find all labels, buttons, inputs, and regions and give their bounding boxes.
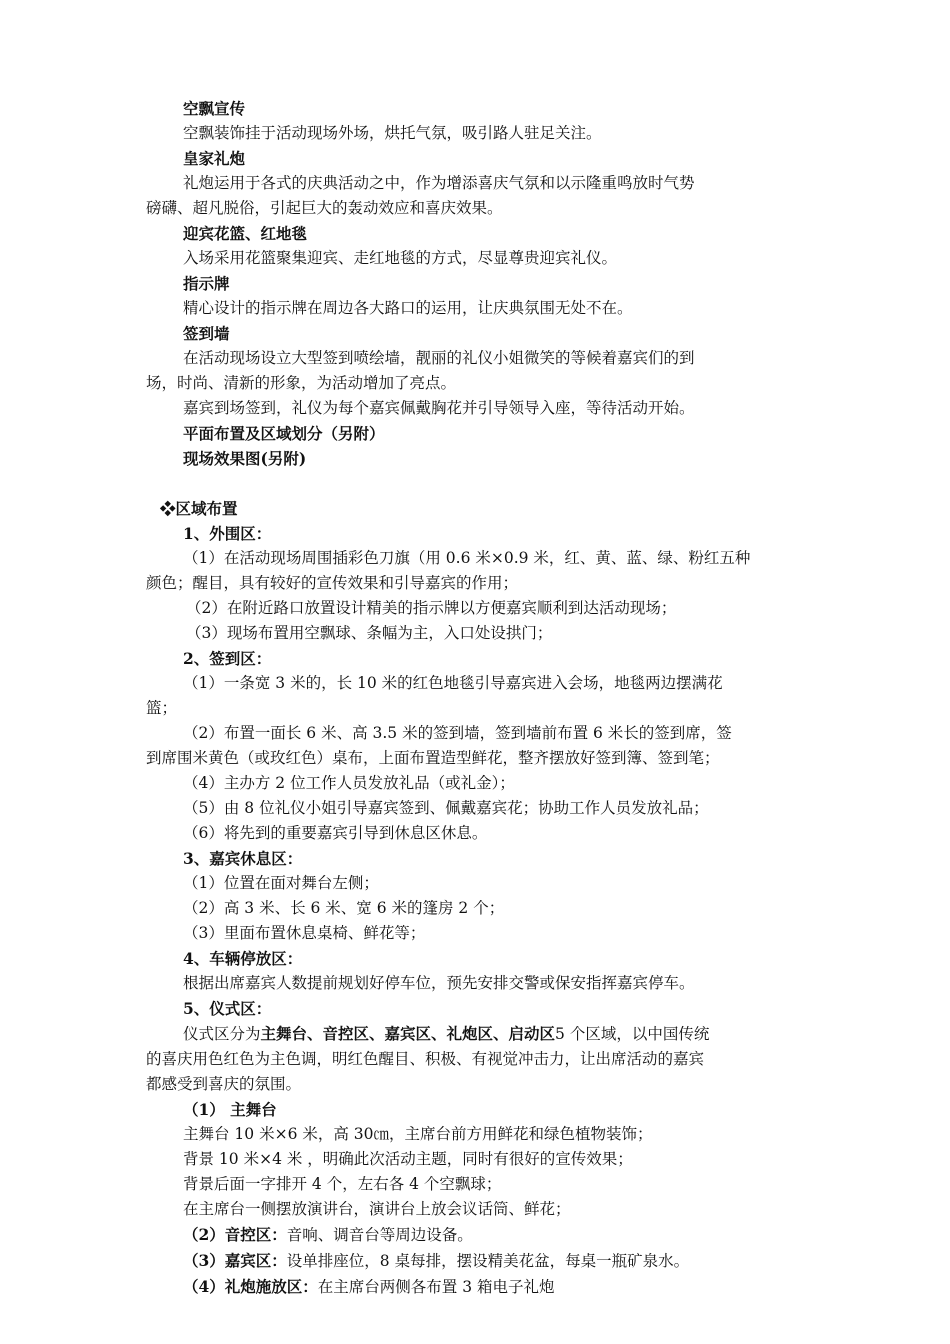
list-item: （3）里面布置休息桌椅、鲜花等； [183, 924, 426, 942]
zone-parking-title: 4、车辆停放区： [183, 949, 303, 968]
zone-ceremony-title: 5、仪式区： [183, 999, 272, 1018]
heading-sign-wall: 签到墙 [183, 324, 230, 343]
list-item: （1）位置在面对舞台左侧； [183, 874, 379, 892]
heading-effect: 现场效果图(另附) [183, 449, 307, 468]
ceremony-item: （3）嘉宾区：设单排座位，8 桌每排，摆设精美花盆，每桌一瓶矿泉水。 [183, 1251, 690, 1270]
paragraph: 都感受到喜庆的氛围。 [146, 1075, 302, 1093]
heading-flowers-carpet: 迎宾花篮、红地毯 [183, 224, 308, 243]
document-page [146, 96, 810, 1300]
paragraph: 在主席台一侧摆放演讲台，演讲台上放会议话筒、鲜花； [183, 1200, 571, 1218]
list-item: （5）由 8 位礼仪小姐引导嘉宾签到、佩戴嘉宾花；协助工作人员发放礼品； [183, 799, 709, 817]
section-title: 区域布置 [175, 499, 238, 518]
list-item: 颜色；醒目，具有较好的宣传效果和引导嘉宾的作用； [146, 574, 519, 592]
zone-outer-title: 1、外围区： [183, 524, 272, 543]
list-item: （4）主办方 2 位工作人员发放礼品（或礼金）； [183, 774, 515, 792]
heading-balloon: 空飘宣传 [183, 99, 246, 118]
bold-zone-list: 主舞台、音控区、嘉宾区、礼炮区、启动区 [260, 1024, 556, 1043]
paragraph: 礼炮运用于各式的庆典活动之中，作为增添喜庆气氛和以示隆重鸣放时气势 [183, 174, 695, 192]
list-item: 篮； [146, 699, 178, 717]
paragraph: 磅礴、超凡脱俗，引起巨大的轰动效应和喜庆效果。 [146, 199, 503, 217]
list-item: （2）在附近路口放置设计精美的指示牌以方便嘉宾顺利到达活动现场； [186, 599, 677, 617]
list-item: （1）一条宽 3 米的，长 10 米的红色地毯引导嘉宾进入会场，地毯两边摆满花 [183, 674, 723, 692]
list-item: （6）将先到的重要嘉宾引导到休息区休息。 [183, 824, 488, 842]
paragraph: 入场采用花篮聚集迎宾、走红地毯的方式，尽显尊贵迎宾礼仪。 [183, 249, 618, 267]
diamond-bullet-icon: ❖ [160, 499, 176, 518]
heading-plan: 平面布置及区域划分（另附） [183, 424, 385, 443]
list-item: （1）在活动现场周围插彩色刀旗（用 0.6 米×0.9 米，红、黄、蓝、绿、粉红五种 [183, 549, 751, 567]
list-item: （2）高 3 米、长 6 米、宽 6 米的篷房 2 个； [183, 899, 505, 917]
ceremony-item: （2）音控区：音响、调音台等周边设备。 [183, 1225, 473, 1244]
section-area-layout [146, 496, 810, 521]
ceremony-item: （4）礼炮施放区：在主席台两侧各布置 3 箱电子礼炮 [183, 1277, 555, 1296]
paragraph: 场，时尚、清新的形象，为活动增加了亮点。 [146, 374, 457, 392]
paragraph: 在活动现场设立大型签到喷绘墙，靓丽的礼仪小姐微笑的等候着嘉宾们的到 [183, 349, 695, 367]
list-item: （2）布置一面长 6 米、高 3.5 米的签到墙，签到墙前布置 6 米长的签到席，签 [183, 724, 732, 742]
list-item: （3）现场布置用空飘球、条幅为主，入口处设拱门； [186, 624, 553, 642]
heading-signs: 指示牌 [183, 274, 230, 293]
paragraph: 仪式区分为主舞台、音控区、嘉宾区、礼炮区、启动区5 个区域，以中国传统 [183, 1024, 710, 1043]
zone-signin-title: 2、签到区： [183, 649, 272, 668]
zone-rest-title: 3、嘉宾休息区： [183, 849, 303, 868]
stage-title: （1） 主舞台 [183, 1100, 277, 1119]
paragraph: 背景后面一字排开 4 个，左右各 4 个空飘球； [183, 1175, 502, 1193]
list-item: 到席围米黄色（或玫红色）桌布，上面布置造型鲜花，整齐摆放好签到簿、签到笔； [146, 749, 720, 767]
paragraph: 空飘装饰挂于活动现场外场，烘托气氛，吸引路人驻足关注。 [183, 124, 602, 142]
paragraph: 嘉宾到场签到，礼仪为每个嘉宾佩戴胸花并引导领导入座，等待活动开始。 [183, 399, 695, 417]
paragraph: 的喜庆用色红色为主色调，明红色醒目、积极、有视觉冲击力，让出席活动的嘉宾 [146, 1050, 705, 1068]
paragraph: 精心设计的指示牌在周边各大路口的运用，让庆典氛围无处不在。 [183, 299, 633, 317]
paragraph: 根据出席嘉宾人数提前规划好停车位，预先安排交警或保安指挥嘉宾停车。 [183, 974, 695, 992]
paragraph: 主舞台 10 米×6 米，高 30㎝，主席台前方用鲜花和绿色植物装饰； [183, 1125, 653, 1143]
heading-salute: 皇家礼炮 [183, 149, 246, 168]
paragraph: 背景 10 米×4 米 ，明确此次活动主题，同时有很好的宣传效果； [183, 1150, 633, 1168]
